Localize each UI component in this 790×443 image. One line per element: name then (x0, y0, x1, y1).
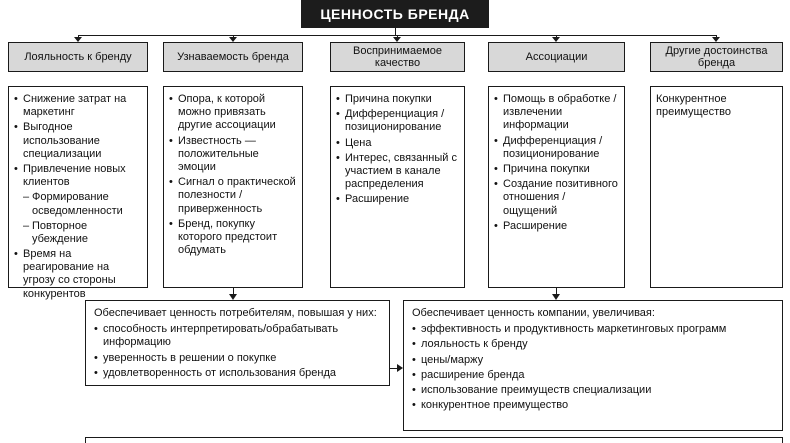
list-item-text: Расширение (503, 219, 568, 232)
bullet-marker: • (494, 134, 498, 147)
list-item (14, 93, 144, 119)
header-brand-loyalty (8, 42, 148, 72)
content-brand-loyalty (8, 86, 148, 300)
bullet-marker: • (412, 383, 416, 396)
bullet-marker: • (94, 351, 98, 364)
list-item (14, 191, 144, 217)
list-item (412, 354, 774, 367)
company-value-list (412, 323, 774, 412)
list-item (169, 218, 299, 258)
list-item (412, 384, 774, 397)
dash-marker: – (23, 219, 30, 232)
list-item (169, 135, 299, 175)
list-item (336, 137, 461, 150)
bullet-marker: • (412, 353, 416, 366)
bullet-marker: • (412, 368, 416, 381)
list-item-text: удовлетворенность от использования бренда (103, 366, 336, 379)
bullet-marker: • (94, 323, 98, 336)
list-item-text: Цена (345, 136, 372, 149)
header-brand-awareness (163, 42, 303, 72)
list-item (14, 248, 144, 301)
list-item-text: способность интерпретировать/обрабатывать информацию (103, 323, 339, 349)
list-item-text: Конкурентное преимущество (656, 93, 731, 119)
list-item (169, 93, 299, 133)
content-brand-awareness (163, 86, 303, 288)
content-associations (488, 86, 625, 288)
bullet-marker: • (494, 93, 498, 105)
list-item-text: Расширение (345, 193, 410, 206)
header-other-advantages (650, 42, 783, 72)
list-item (494, 178, 621, 218)
list-item (412, 338, 774, 351)
list-item (656, 93, 779, 119)
list-item (94, 352, 381, 365)
list-item (494, 163, 621, 176)
list-item (336, 152, 461, 192)
bullet-marker: • (336, 193, 340, 206)
list-item-text: Время на реагирование на угрозу со стороны конкурентов (23, 248, 116, 300)
list-item-text: цены/маржу (421, 353, 484, 366)
bullet-marker: • (14, 121, 18, 134)
list-item-text: Привлечение новых клиентов (23, 162, 126, 189)
list-item (336, 108, 461, 134)
content-perceived-quality (330, 86, 465, 288)
list-item (336, 93, 461, 106)
list-item-text: Сигнал о практической полезности / приверженность (178, 176, 296, 215)
list-item (412, 323, 774, 336)
list-item-text: Причина покупки (345, 93, 432, 105)
bullet-marker: • (169, 134, 173, 147)
header-label: Другие достоинства бренда (665, 44, 768, 69)
list-item (494, 220, 621, 233)
bullet-marker: • (169, 93, 173, 105)
bullet-marker: • (169, 176, 173, 189)
diagram-title-text: ЦЕННОСТЬ БРЕНДА (320, 6, 470, 22)
header-label: Воспринимаемое качество (353, 44, 442, 69)
list-item-text: Помощь в обработке / извлечении информации (503, 93, 617, 132)
list-item (14, 121, 144, 161)
bullet-marker: • (494, 162, 498, 175)
list-item-text: лояльность к бренду (421, 338, 528, 351)
list-item-text: Дифференциация / позиционирование (503, 134, 603, 160)
list-item (14, 163, 144, 189)
bullet-marker: • (14, 93, 18, 105)
list-item-text: Формирование осведомленности (32, 191, 123, 217)
bullet-marker: • (14, 248, 18, 261)
list-item-text: конкурентное преимущество (421, 399, 569, 412)
diagram-title (301, 0, 489, 28)
list-item (494, 93, 621, 133)
bullet-marker: • (494, 219, 498, 232)
list-item-text: расширение бренда (421, 368, 525, 381)
list-item (94, 323, 381, 349)
bullet-marker: • (336, 136, 340, 149)
company-value-title: Обеспечивает ценность компании, увеличивая: (412, 307, 655, 319)
consumer-value-list (94, 323, 381, 380)
list-item-text: Бренд, покупку которого предстоит обдумать (178, 217, 278, 257)
dash-marker: – (23, 191, 30, 204)
list-item-text: использование преимуществ специализации (421, 383, 652, 396)
list-item-text: Выгодное использование специализации (23, 121, 102, 160)
bullet-marker: • (412, 399, 416, 412)
content-other-advantages (650, 86, 783, 288)
list-item-text: Опора, к которой можно привязать другие ассоциации (178, 93, 276, 132)
bullet-marker: • (336, 108, 340, 121)
bullet-marker: • (412, 323, 416, 336)
list-item (412, 399, 774, 412)
list-item (14, 220, 144, 246)
cutoff-box (85, 437, 783, 443)
bullet-marker: • (94, 366, 98, 379)
header-label: Ассоциации (525, 50, 588, 63)
list-item-text: Повторное убеждение (32, 219, 89, 245)
list-item-text: Причина покупки (503, 162, 590, 175)
bullet-marker: • (336, 93, 340, 105)
bullet-marker: • (336, 151, 340, 164)
header-label: Лояльность к бренду (24, 50, 132, 63)
list-item (412, 369, 774, 382)
list-item-text: Интерес, связанный с участием в канале распределения (345, 151, 457, 191)
list-item-text: Дифференциация / позиционирование (345, 108, 445, 134)
header-perceived-quality (330, 42, 465, 72)
bullet-marker: • (169, 217, 173, 230)
header-label: Узнаваемость бренда (177, 50, 289, 63)
company-value-box (403, 300, 783, 431)
list-item-text: эффективность и продуктивность маркетинговых программ (421, 323, 727, 336)
list-item (494, 135, 621, 161)
consumer-value-box (85, 300, 390, 386)
consumer-value-title: Обеспечивает ценность потребителям, повышая у них: (94, 307, 377, 319)
header-associations (488, 42, 625, 72)
list-item (169, 176, 299, 216)
list-item (336, 193, 461, 206)
list-item-text: Известность — положительные эмоции (178, 134, 259, 173)
list-item (94, 367, 381, 380)
list-item-text: уверенность в решении о покупке (103, 351, 277, 364)
bullet-marker: • (412, 338, 416, 351)
list-item-text: Снижение затрат на маркетинг (23, 93, 127, 119)
bullet-marker: • (14, 162, 18, 175)
bullet-marker: • (494, 178, 498, 191)
list-item-text: Создание позитивного отношения / ощущений (503, 178, 618, 217)
